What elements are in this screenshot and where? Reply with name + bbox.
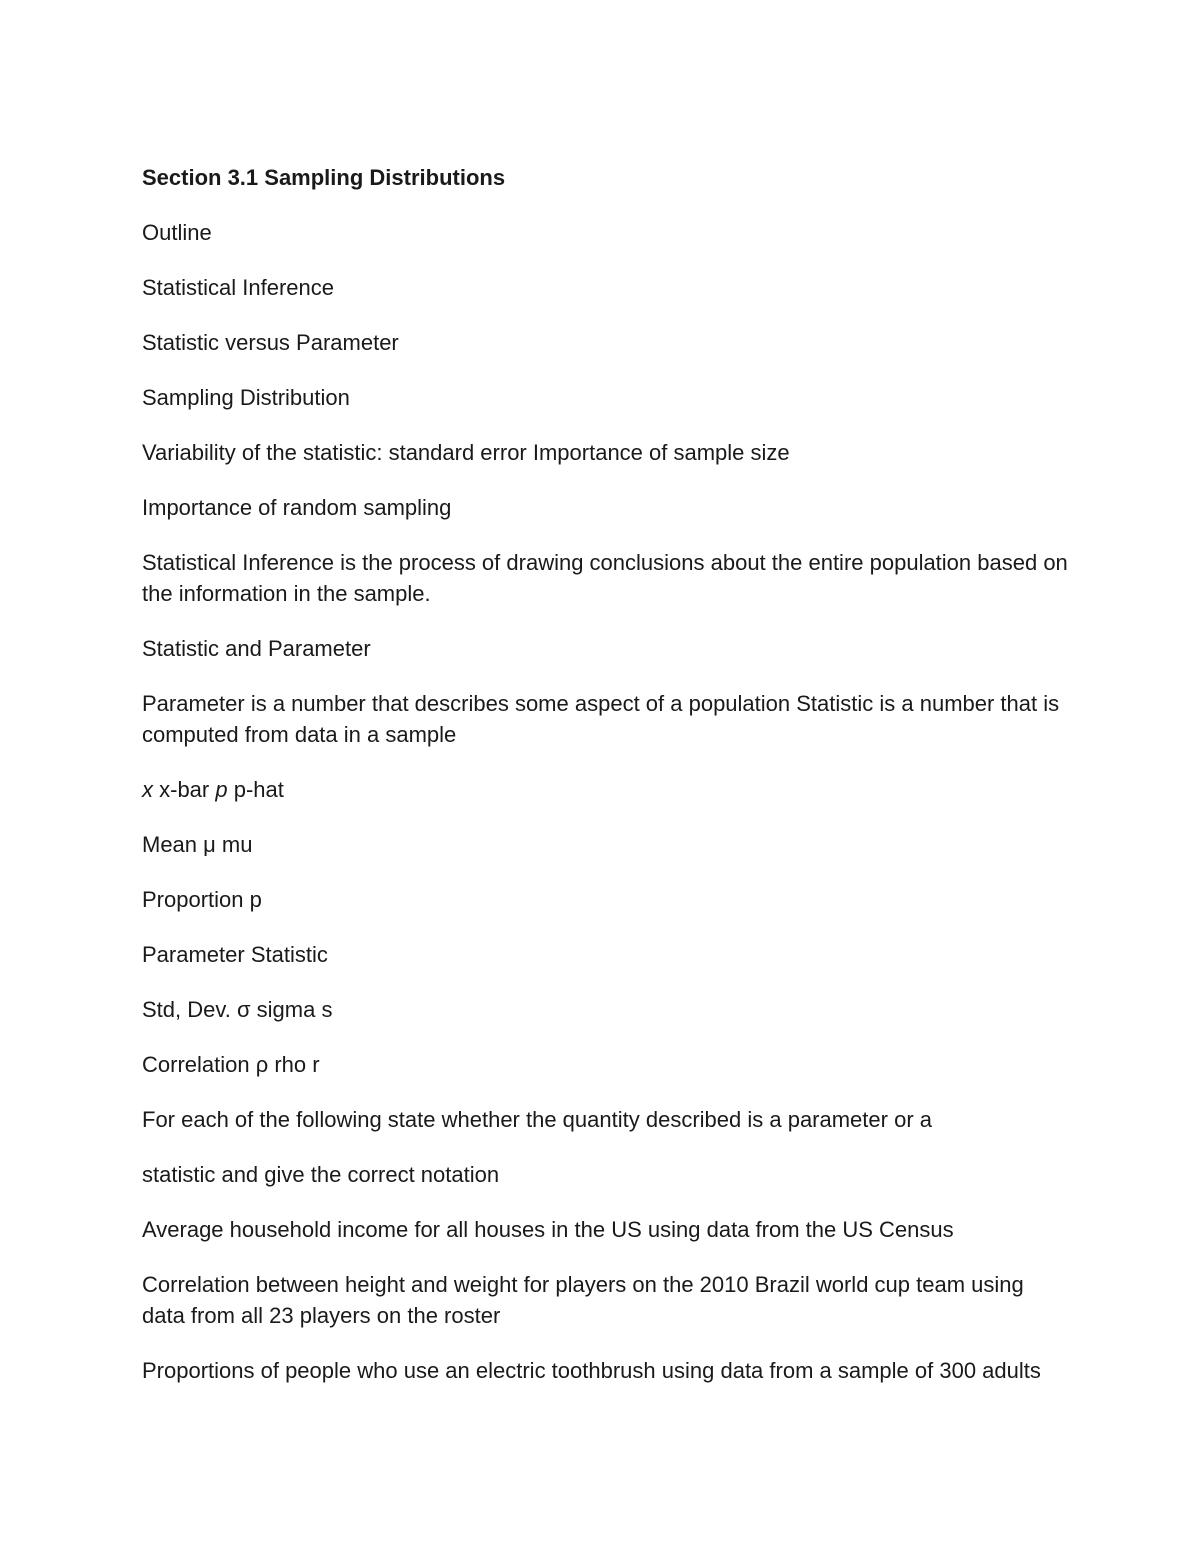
p-symbol: p [215,777,228,802]
instructions-line-1: For each of the following state whether the quantity described is a parameter or a [142,1107,932,1132]
question-household-income: Average household income for all houses in the US using data from the US Census [142,1217,954,1242]
x-symbol: x [142,777,153,802]
notation-line [142,774,1072,805]
document-body [142,162,1072,1410]
statistic-and-parameter-heading: Statistic and Parameter [142,636,371,661]
x-bar-text: x-bar [153,777,216,802]
std-dev-notation: Std, Dev. σ sigma s [142,997,333,1022]
instructions-line-2: statistic and give the correct notation [142,1162,500,1187]
parameter-definition: Parameter is a number that describes some aspect of a population Statistic is a number that is computed from data in a sample [142,691,1060,747]
question-correlation-brazil: Correlation between height and weight for players on the 2010 Brazil world cup team using data from all 23 players on the roster [142,1272,1024,1328]
outline-item-statistical-inference: Statistical Inference [142,275,334,300]
proportion-notation: Proportion p [142,887,262,912]
section-heading: Section 3.1 Sampling Distributions [142,165,506,190]
inference-definition: Statistical Inference is the process of drawing conclusions about the entire population based on the information in the sample. [142,550,1068,606]
outline-item-variability: Variability of the statistic: standard error Importance of sample size [142,440,790,465]
correlation-notation: Correlation ρ rho r [142,1052,320,1077]
outline-item-statistic-vs-parameter: Statistic versus Parameter [142,330,399,355]
outline-label: Outline [142,220,212,245]
outline-item-random-sampling: Importance of random sampling [142,495,452,520]
mean-notation: Mean μ mu [142,832,253,857]
p-hat-text: p-hat [227,777,284,802]
parameter-statistic-header: Parameter Statistic [142,942,328,967]
question-toothbrush: Proportions of people who use an electric toothbrush using data from a sample of 300 adults [142,1358,1041,1383]
outline-item-sampling-distribution: Sampling Distribution [142,385,350,410]
